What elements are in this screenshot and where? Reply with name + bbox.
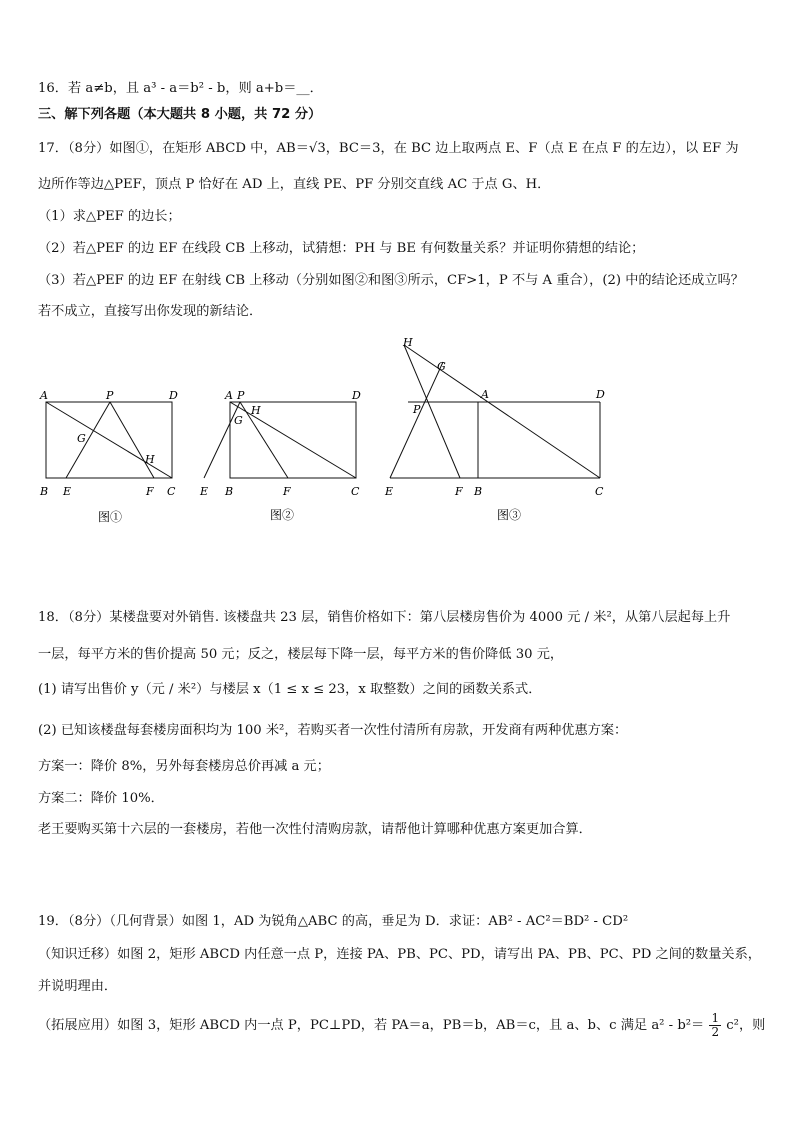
fig2-label-D: D: [352, 389, 361, 402]
q17-part3b: 若不成立，直接写出你发现的新结论．: [38, 304, 263, 319]
q18-plan2: 方案二：降价 10%．: [38, 791, 164, 806]
q17-line1: 17．（8分）如图①，在矩形 ABCD 中，AB＝√3，BC＝3，在 BC 边上取两点 E、F（点 E 在点 F 的左边），以 EF 为: [38, 141, 739, 156]
fig2-label-H: H: [251, 404, 261, 417]
q17-part1: （1）求△PEF 的边长；: [38, 209, 181, 224]
figure-3: [380, 333, 615, 528]
fig1-label-B: B: [40, 485, 49, 498]
fig2-label-B: B: [225, 485, 234, 498]
fraction-denominator: 2: [711, 1025, 720, 1039]
fig1-label-E: E: [63, 485, 72, 498]
q19-line4-end: c²，则: [726, 1018, 766, 1033]
figure-2: [196, 385, 371, 525]
figure-1: [36, 385, 186, 525]
q18-line1: 18．（8分）某楼盘要对外销售. 该楼盘共 23 层，销售价格如下：第八层楼房售价为 4000 元 / 米²，从第八层起每上升: [38, 610, 731, 625]
fig2-label-P: P: [237, 389, 245, 402]
fig3-label-E: E: [385, 485, 394, 498]
fig2-label-F: F: [283, 485, 291, 498]
q16-text: 16．若 a≠b，且 a³ - a＝b² - b，则 a+b＝__．: [38, 81, 323, 96]
fig2-caption: 图②: [270, 508, 295, 522]
fig3-label-C: C: [595, 485, 604, 498]
fig1-label-F: F: [146, 485, 154, 498]
q18-line-end: 老王要购买第十六层的一套楼房，若他一次性付清购房款，请帮他计算哪种优惠方案更加合算．: [38, 822, 592, 837]
fig3-label-D: D: [596, 388, 605, 401]
fig2-label-E: E: [200, 485, 209, 498]
q19-line2: （知识迁移）如图 2，矩形 ABCD 内任意一点 P，连接 PA、PB、PC、PD，请写出 PA、PB、PC、PD 之间的数量关系，: [38, 947, 761, 962]
fig3-label-A: A: [481, 388, 489, 401]
q17-part2: （2）若△PEF 的边 EF 在线段 CB 上移动，试猜想：PH 与 BE 有何数量关系？并证明你猜想的结论；: [38, 241, 645, 256]
q18-part1: (1) 请写出售价 y（元 / 米²）与楼层 x（1 ≤ x ≤ 23，x 取整数）之间的函数关系式．: [38, 682, 542, 697]
q19-line4-text: （拓展应用）如图 3，矩形 ABCD 内一点 P，PC⊥PD，若 PA＝a，PB＝b，AB＝c，且 a、b、c 满足 a² - b²＝: [38, 1018, 705, 1033]
fig1-label-D: D: [169, 389, 178, 402]
fig1-label-P: P: [106, 389, 114, 402]
fig1-caption: 图①: [98, 510, 123, 524]
q19-line4: [38, 1012, 765, 1039]
fig3-label-G: G: [437, 360, 446, 373]
q17-line2: 边所作等边△PEF，顶点 P 恰好在 AD 上，直线 PE、PF 分别交直线 AC 于点 G、H．: [38, 177, 551, 192]
q17-part3a: （3）若△PEF 的边 EF 在射线 CB 上移动（分别如图②和图③所示，CF>1，P 不与 A 重合），(2) 中的结论还成立吗？: [38, 273, 744, 288]
fig3-label-B: B: [474, 485, 483, 498]
fig3-label-P: P: [413, 403, 421, 416]
q18-plan1: 方案一：降价 8%，另外每套楼房总价再减 a 元；: [38, 759, 330, 774]
q19-line3: 并说明理由．: [38, 979, 118, 994]
fraction-one-half: [709, 1012, 721, 1039]
fig3-label-F: F: [455, 485, 463, 498]
q18-part2: (2) 已知该楼盘每套楼房面积均为 100 米²，若购买者一次性付清所有房款，开发商有两种优惠方案：: [38, 723, 628, 738]
fig2-label-C: C: [351, 485, 360, 498]
fig2-label-A: A: [225, 389, 233, 402]
section3-title: 三、解下列各题（本大题共 8 小题，共 72 分）: [38, 107, 322, 122]
fig1-label-H: H: [145, 453, 155, 466]
q18-line2: 一层，每平方米的售价提高 50 元；反之，楼层每下降一层，每平方米的售价降低 30 元，: [38, 647, 564, 662]
fig1-label-C: C: [167, 485, 176, 498]
fig1-label-A: A: [40, 389, 48, 402]
fig3-caption: 图③: [497, 508, 522, 522]
q19-line1: 19．（8分）（几何背景）如图 1，AD 为锐角△ABC 的高，垂足为 D．求证：AB² - AC²＝BD² - CD²: [38, 914, 629, 929]
fig3-label-H: H: [403, 336, 413, 349]
fraction-numerator: 1: [711, 1011, 720, 1025]
fig1-label-G: G: [77, 432, 86, 445]
fig2-label-G: G: [234, 414, 243, 427]
